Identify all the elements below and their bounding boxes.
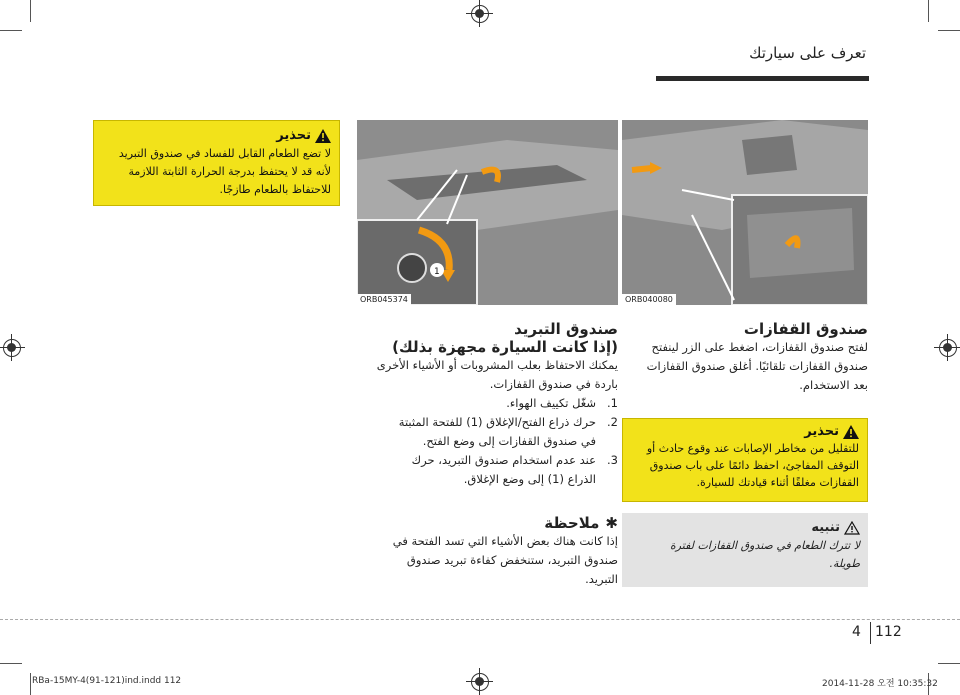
section-title: صندوق القفازات [743, 320, 868, 338]
note-heading [357, 514, 618, 532]
glove-box-photo [622, 120, 868, 305]
warning-heading-text: تحذير [276, 128, 311, 143]
step-text: حرك ذراع الفتح/الإغلاق (1) للفتحة المثبتة [398, 415, 596, 429]
caution-box [622, 513, 868, 587]
step-row [357, 470, 618, 489]
section-title: صندوق التبريد [514, 320, 618, 338]
cooling-box-illustration [357, 120, 618, 305]
step-text: شغّل تكييف الهواء. [506, 396, 596, 410]
warning-triangle-icon [843, 425, 859, 439]
glove-box-section [622, 320, 868, 395]
registration-mark-icon [471, 5, 489, 23]
step-number: 3. [607, 453, 618, 467]
callout-number: 1 [434, 267, 440, 277]
photo-code: ORB040080 [622, 294, 676, 305]
step-row [357, 451, 618, 470]
body-line: صندوق القفازات تلقائيًا. أغلق صندوق القفازات [646, 359, 868, 373]
step-number [602, 432, 618, 451]
caution-heading [630, 519, 860, 537]
step-row [357, 432, 618, 451]
step-row [357, 413, 618, 432]
step-number [602, 470, 618, 489]
note-heading-text: ملاحظة [544, 514, 600, 532]
page-number: 112 [875, 624, 902, 640]
cooling-box-photo [357, 120, 618, 305]
step-text: الذراع (1) إلى وضع الإغلاق. [463, 472, 596, 486]
crop-mark [928, 0, 929, 22]
warning-line: القفازات مغلقًا أثناء قيادتك للسيارة. [696, 476, 859, 489]
body-line: يمكنك الاحتفاظ بعلب المشروبات أو الأشياء الأخرى [376, 358, 618, 372]
registration-mark-icon [939, 339, 957, 357]
body-line: بعد الاستخدام. [799, 378, 868, 392]
chapter-title: تعرف على سيارتك [749, 44, 866, 62]
warning-heading-text: تحذير [804, 424, 839, 439]
step-row [357, 394, 618, 413]
caution-heading-text: تنبيه [811, 520, 840, 535]
crop-mark [30, 673, 31, 695]
chapter-number: 4 [852, 624, 861, 640]
caution-line: لا تترك الطعام في صندوق القفازات لفترة [669, 539, 860, 552]
warning-line: لأنه قد لا يحتفظ بدرجة الحرارة الثابتة اللازمة [128, 165, 331, 178]
cooling-box-section [357, 320, 618, 489]
crop-mark [30, 0, 31, 22]
glove-box-illustration [622, 120, 868, 305]
registration-mark-icon [3, 339, 21, 357]
caution-triangle-icon [844, 521, 860, 535]
step-number: 1. [607, 396, 618, 410]
asterisk-icon: ✱ [605, 514, 618, 532]
body-line: إذا كانت هناك بعض الأشياء التي تسد الفتحة في [392, 534, 618, 548]
warning-box-top [93, 120, 340, 206]
body-line: التبريد. [585, 572, 618, 586]
photo-code: ORB045374 [357, 294, 411, 305]
page-divider [870, 622, 871, 644]
step-text: في صندوق القفازات إلى وضع الفتح. [422, 434, 596, 448]
footer-date: 2014-11-28 오전 10:35:32 [822, 679, 938, 689]
crop-mark [0, 30, 22, 31]
registration-mark-icon [471, 673, 489, 691]
body-line: باردة في صندوق القفازات. [489, 377, 618, 391]
warning-line: للتقليل من مخاطر الإصابات عند وقوع حادث أو [646, 442, 859, 455]
caution-line: طويلة. [829, 557, 860, 570]
footer-rule [0, 619, 960, 620]
warning-line: لا تضع الطعام القابل للفساد في صندوق التبريد [118, 147, 331, 160]
footer-filename: RBa-15MY-4(91-121)ind.indd 112 [32, 676, 182, 686]
warning-line: للاحتفاظ بالطعام طازجًا. [219, 183, 331, 196]
warning-heading [102, 127, 331, 145]
header-rule [656, 76, 869, 81]
section-subtitle: (إذا كانت السيارة مجهزة بذلك) [392, 338, 618, 356]
body-line: صندوق التبريد، ستنخفض كفاءة تبريد صندوق [406, 553, 618, 567]
warning-line: التوقف المفاجئ، احفظ دائمًا على باب صندوق [649, 459, 859, 472]
crop-mark [0, 663, 22, 664]
step-number: 2. [607, 415, 618, 429]
step-text: عند عدم استخدام صندوق التبريد، حرك [411, 453, 596, 467]
crop-mark [938, 663, 960, 664]
warning-box-bottom [622, 418, 868, 502]
crop-mark [938, 30, 960, 31]
body-line: لفتح صندوق القفازات، اضغط على الزر لينفتح [651, 340, 868, 354]
warning-heading [631, 423, 859, 440]
warning-triangle-icon [315, 129, 331, 143]
note-section [357, 514, 618, 589]
